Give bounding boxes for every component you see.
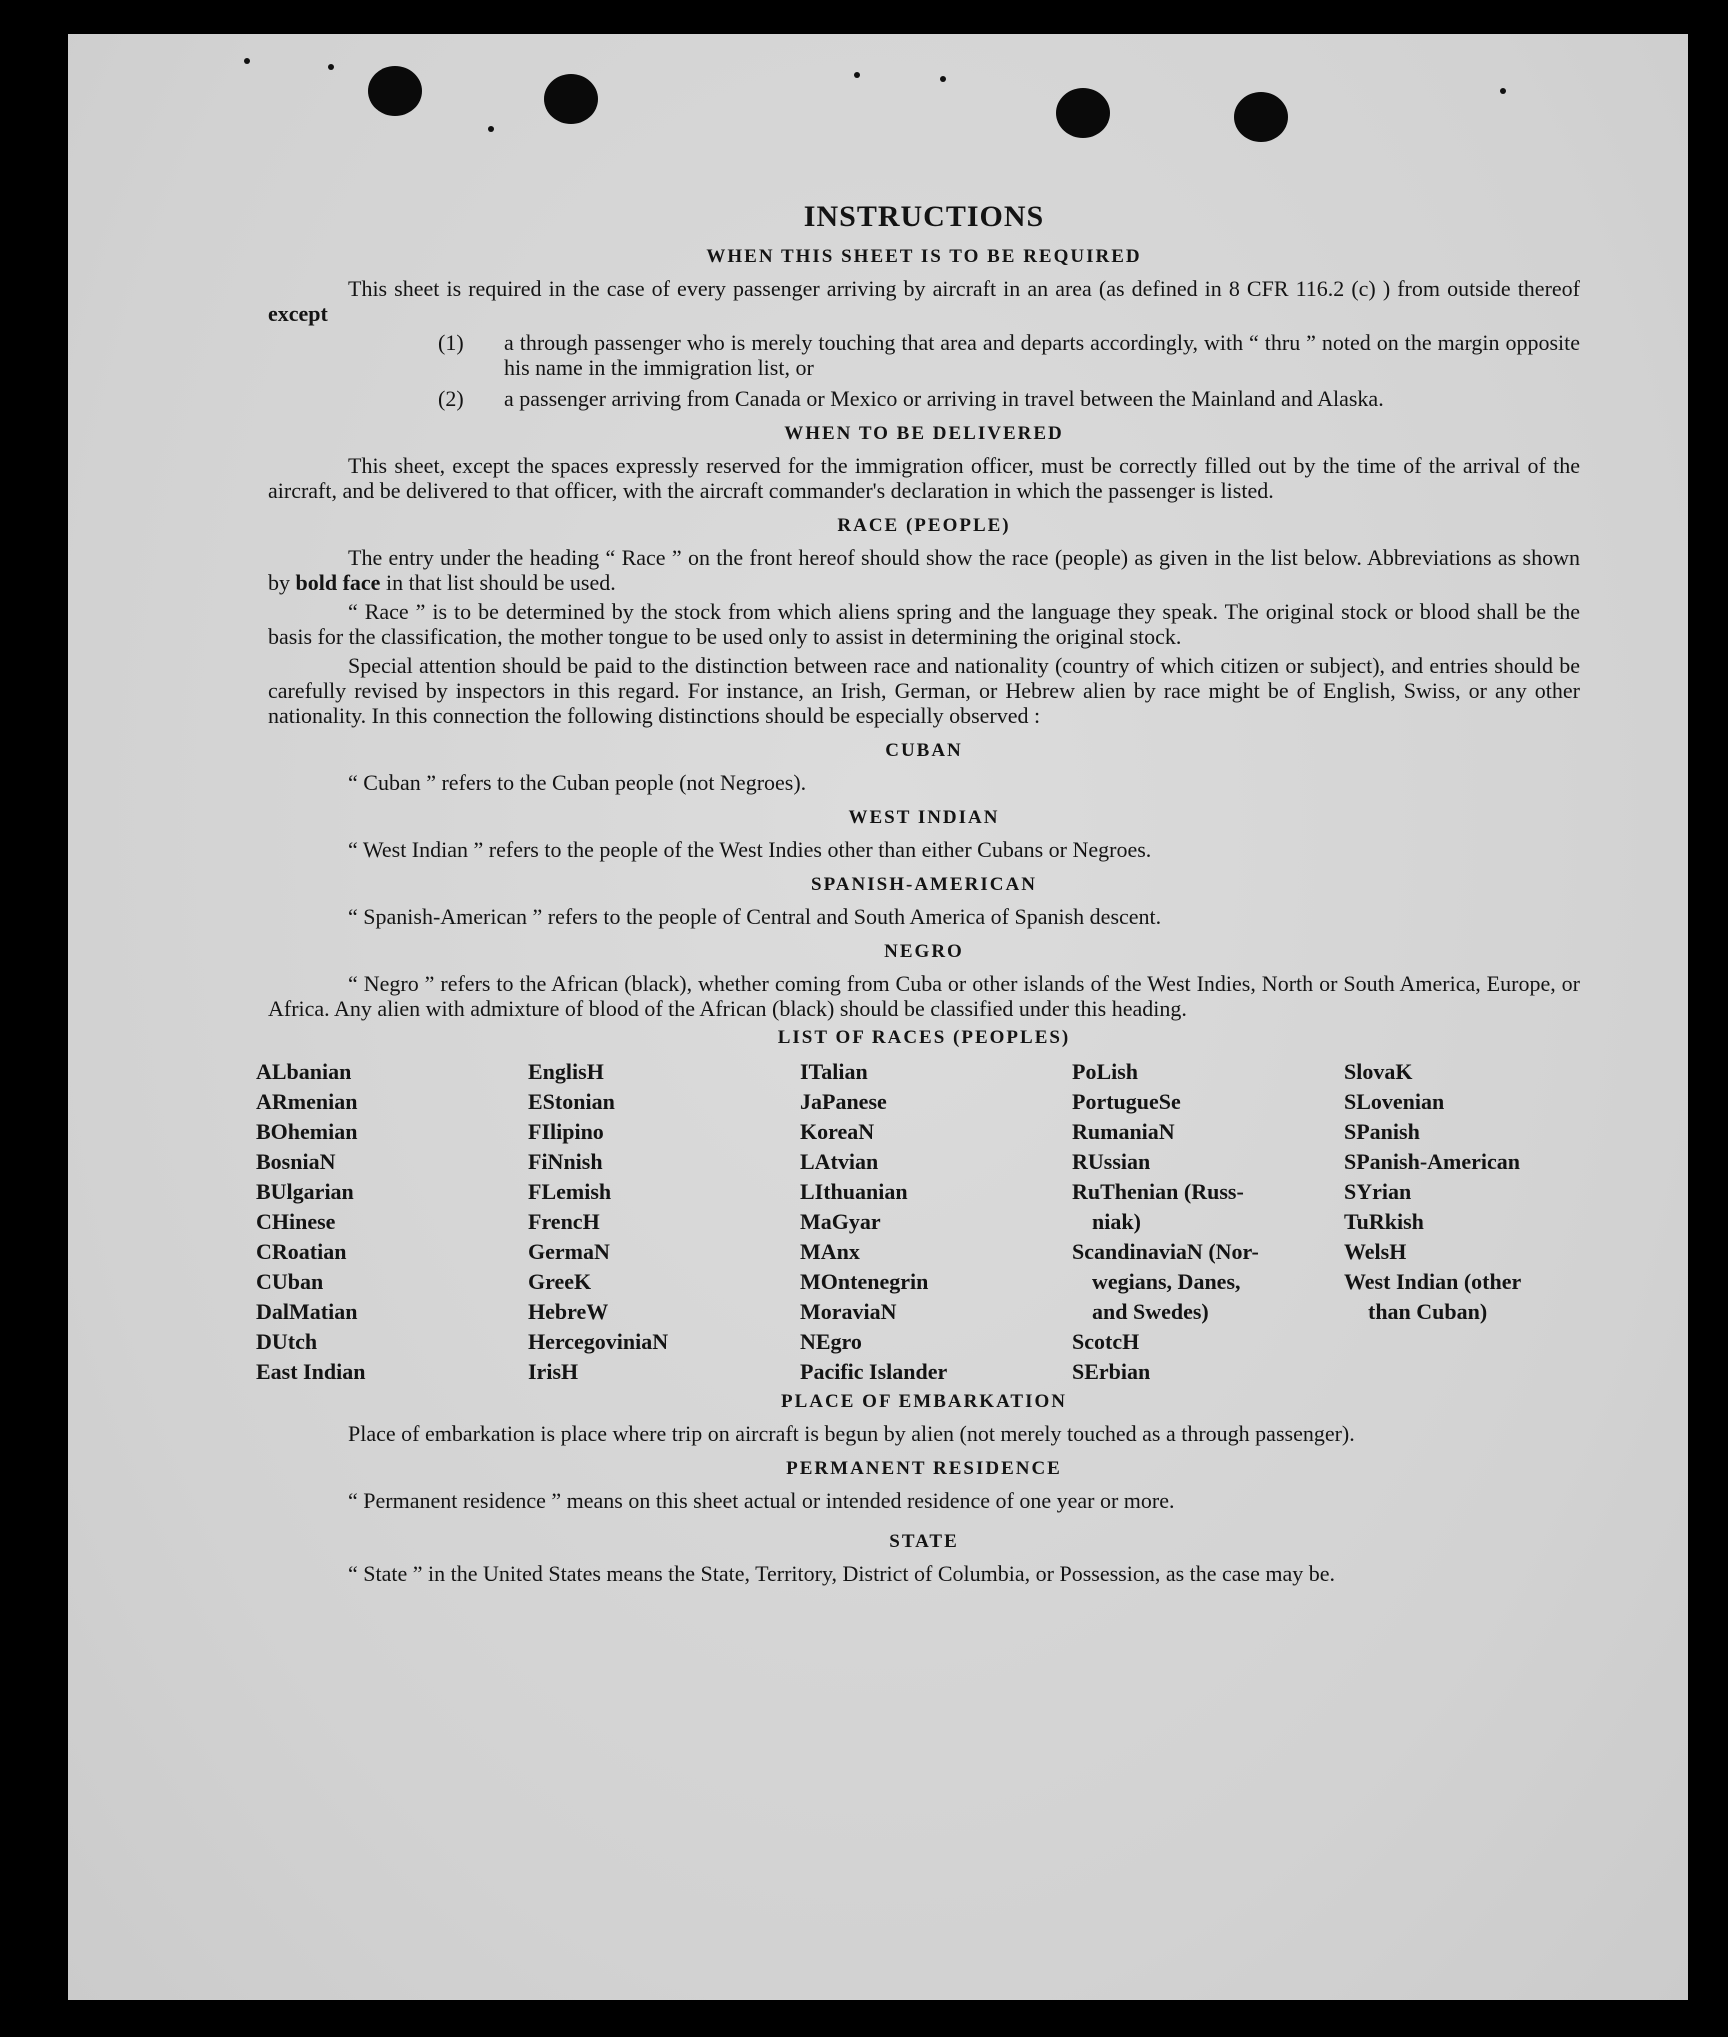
ink-speck [854, 72, 860, 78]
section-heading-cuban: CUBAN [885, 740, 963, 761]
section-heading-negro: NEGRO [884, 941, 964, 962]
race-entry: IrisH [528, 1359, 579, 1384]
race-entry: East Indian [256, 1359, 366, 1384]
race-entry: NEgro [800, 1329, 862, 1354]
race-entry: ITalian [800, 1059, 868, 1084]
race-entry: ScandinaviaN (Nor- [1072, 1239, 1259, 1264]
ink-speck [488, 126, 494, 132]
race-entry: FLemish [528, 1179, 612, 1204]
race-entry: PoLish [1072, 1059, 1139, 1084]
exception-number: (1) [438, 330, 464, 355]
race-entry: MOntenegrin [800, 1269, 929, 1294]
race-entry: CRoatian [256, 1239, 347, 1264]
race-entry: LIthuanian [800, 1179, 908, 1204]
race-entry: EnglisH [528, 1059, 604, 1084]
race-list [256, 1057, 1580, 1384]
residence-text: “ Permanent residence ” means on this sheet actual or intended residence of one year or more. [348, 1488, 1175, 1513]
exception-number: (2) [438, 386, 464, 411]
race-entry: RUssian [1072, 1149, 1151, 1174]
race-entry: SErbian [1072, 1359, 1151, 1384]
race-entry: SPanish [1344, 1119, 1420, 1144]
race-entry: ALbanian [256, 1059, 352, 1084]
section-heading-west-indian: WEST INDIAN [848, 807, 1000, 828]
race-entry: MoraviaN [800, 1299, 897, 1324]
race-p1-text: The entry under the heading “ Race ” on the front hereof should show the race (people) as given in the list below. Abbreviations as shown by [268, 545, 1580, 595]
exception-item [268, 386, 1580, 411]
race-column-2 [528, 1057, 788, 1387]
punch-hole [544, 74, 598, 124]
race-entry: BosniaN [256, 1149, 336, 1174]
section-heading-delivered: WHEN TO BE DELIVERED [784, 423, 1064, 444]
section-heading-embarkation: PLACE OF EMBARKATION [781, 1391, 1067, 1412]
race-column-4 [1072, 1057, 1332, 1387]
race-entry: RuThenian (Russ- [1072, 1179, 1244, 1204]
race-entry: DUtch [256, 1329, 318, 1354]
race-entry: Pacific Islander [800, 1359, 948, 1384]
required-intro [268, 276, 1580, 326]
delivered-text: This sheet, except the spaces expressly reserved for the immigration officer, must be correctly filled out by the time of the arrival of the aircraft, and be delivered to that officer, with the aircraft commander's declaration in which the passenger is listed. [268, 453, 1580, 503]
exception-item [268, 330, 1580, 380]
race-entry: WelsH [1344, 1239, 1407, 1264]
page-title: INSTRUCTIONS [803, 200, 1045, 233]
race-entry: LAtvian [800, 1149, 879, 1174]
race-entry: MaGyar [800, 1209, 881, 1234]
cuban-text: “ Cuban ” refers to the Cuban people (not Negroes). [348, 770, 807, 795]
state-text: “ State ” in the United States means the State, Territory, District of Columbia, or Possession, as the case may be. [348, 1561, 1336, 1586]
race-entry: JaPanese [800, 1089, 887, 1114]
race-entry: SlovaK [1344, 1059, 1413, 1084]
section-heading-required: WHEN THIS SHEET IS TO BE REQUIRED [706, 246, 1142, 267]
race-entry: FrencH [528, 1209, 600, 1234]
punch-hole [1056, 88, 1110, 138]
race-entry: PortugueSe [1072, 1089, 1181, 1114]
negro-text: “ Negro ” refers to the African (black), whether coming from Cuba or other islands of the West Indies, North or South America, Europe, or Africa. Any alien with admixture of blood of the African (black) should be classified under this heading. [268, 971, 1580, 1021]
required-intro-text: This sheet is required in the case of every passenger arriving by aircraft in an area (as defined in 8 CFR 116.2 (c) ) from outside thereof [348, 276, 1580, 301]
race-entry: SPanish-American [1344, 1149, 1520, 1174]
section-heading-list: LIST OF RACES (PEOPLES) [777, 1027, 1071, 1048]
race-entry: GermaN [528, 1239, 610, 1264]
punch-hole [1234, 92, 1288, 142]
race-paragraph-1 [268, 545, 1580, 595]
race-entry: CUban [256, 1269, 324, 1294]
race-entry: GreeK [528, 1269, 592, 1294]
race-entry: ScotcH [1072, 1329, 1140, 1354]
race-entry-continuation: and Swedes) [1092, 1299, 1209, 1324]
race-entry: SYrian [1344, 1179, 1412, 1204]
race-entry: FiNnish [528, 1149, 603, 1174]
race-entry: MAnx [800, 1239, 860, 1264]
race-entry: CHinese [256, 1209, 336, 1234]
ink-speck [244, 58, 250, 64]
embarkation-text: Place of embarkation is place where trip on aircraft is begun by alien (not merely touched as a through passenger). [348, 1421, 1355, 1446]
race-column-5 [1344, 1057, 1604, 1327]
ink-speck [940, 76, 946, 82]
race-column-1 [256, 1057, 516, 1387]
race-p1-bold: bold face [295, 570, 381, 595]
race-entry: West Indian (other [1344, 1269, 1522, 1294]
section-heading-state: STATE [889, 1531, 959, 1552]
race-entry: ARmenian [256, 1089, 358, 1114]
document-page [68, 34, 1688, 2000]
race-entry: TuRkish [1344, 1209, 1424, 1234]
race-entry: DalMatian [256, 1299, 358, 1324]
required-intro-bold: except [268, 301, 328, 326]
race-paragraph-3: Special attention should be paid to the distinction between race and nationality (country of which citizen or subject), and entries should be carefully revised by inspectors in this regard. For instance, an Irish, German, or Hebrew alien by race might be of English, Swiss, or any other nationality. In this connection the following distinctions should be especially observed : [268, 653, 1580, 728]
race-entry: SLovenian [1344, 1089, 1445, 1114]
section-heading-residence: PERMANENT RESIDENCE [786, 1458, 1062, 1479]
section-heading-spanish-american: SPANISH-AMERICAN [811, 874, 1037, 895]
ink-speck [1500, 88, 1506, 94]
race-entry: BOhemian [256, 1119, 358, 1144]
race-entry-continuation: wegians, Danes, [1092, 1269, 1241, 1294]
race-entry: EStonian [528, 1089, 615, 1114]
section-heading-race: RACE (PEOPLE) [837, 515, 1011, 536]
instructions-content [256, 200, 1580, 1590]
ink-speck [328, 64, 334, 70]
race-paragraph-2: “ Race ” is to be determined by the stock from which aliens spring and the language they speak. The original stock or blood shall be the basis for the classification, the mother tongue to be used only to assist in determining the original stock. [268, 599, 1580, 649]
race-column-3 [800, 1057, 1060, 1387]
race-p1-tail: in that list should be used. [385, 570, 616, 595]
exception-text: a passenger arriving from Canada or Mexico or arriving in travel between the Mainland and Alaska. [504, 386, 1384, 411]
race-entry-continuation: niak) [1092, 1209, 1141, 1234]
spanish-american-text: “ Spanish-American ” refers to the people of Central and South America of Spanish descent. [348, 904, 1162, 929]
race-entry: KoreaN [800, 1119, 875, 1144]
race-entry: FIlipino [528, 1119, 604, 1144]
exception-text: a through passenger who is merely touching that area and departs accordingly, with “ thru ” noted on the margin opposite his name in the immigration list, or [504, 330, 1580, 380]
race-entry: RumaniaN [1072, 1119, 1175, 1144]
race-entry: HebreW [528, 1299, 609, 1324]
west-indian-text: “ West Indian ” refers to the people of the West Indies other than either Cubans or Negroes. [348, 837, 1152, 862]
punch-hole [368, 66, 422, 116]
race-entry: HercegoviniaN [528, 1329, 669, 1354]
race-entry-continuation: than Cuban) [1368, 1299, 1488, 1324]
race-entry: BUlgarian [256, 1179, 354, 1204]
